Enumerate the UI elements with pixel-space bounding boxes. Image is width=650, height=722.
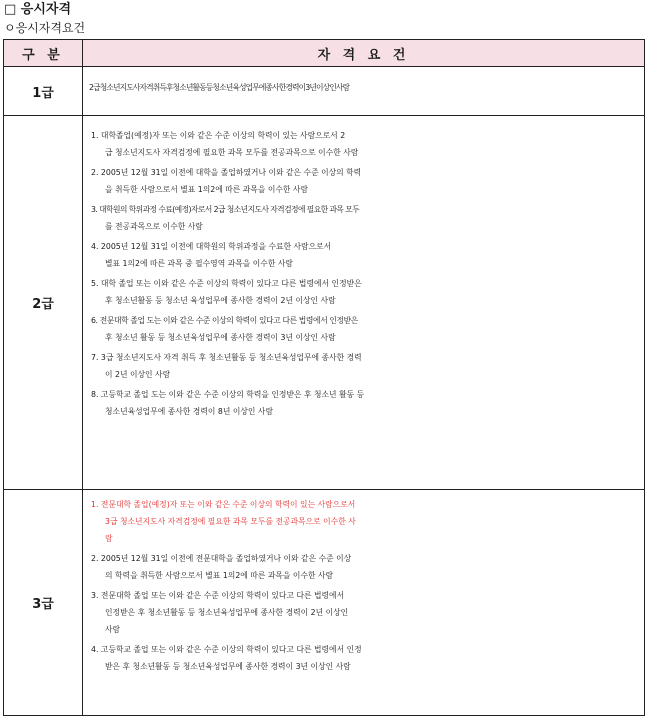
list-item-line: 급 청소년지도사 자격검정에 필요한 과목 모두를 전공과목으로 이수한 사람 [105, 148, 359, 157]
list-item-line: 6. 전문대학 졸업 도는 이와 같은 수준 이상의 학력이 있다고 다른 법령에서 인정받은 [91, 316, 358, 325]
section-heading: □ 응시자격 [4, 2, 72, 17]
list-item-line: 1. 대학졸업(예정)자 또는 이와 같은 수준 이상의 학력이 있는 사람으로서 2 [91, 131, 346, 140]
list-item [91, 238, 632, 272]
list-item-line: 1. 전문대학 졸업(예정)자 또는 이와 같은 수준 이상의 학력이 있는 사람으로서 [91, 500, 356, 509]
list-item [91, 587, 632, 638]
table-row-grade3 [4, 490, 645, 716]
list-item-line: 5. 대학 졸업 또는 이와 같은 수준 이상의 학력이 있다고 다른 법령에서 인정받은 [91, 279, 362, 288]
requirement-cell [83, 67, 645, 116]
list-item [91, 164, 632, 198]
list-item-line: 3급 청소년지도사 자격검정에 필요한 과목 모두를 전공과목으로 이수한 사 [105, 517, 356, 526]
list-item-line: 의 학력을 취득한 사람으로서 별표 1의2에 따른 과목을 이수한 사람 [105, 571, 334, 580]
list-item-line: 이 2년 이상인 사람 [105, 370, 171, 379]
list-item [91, 641, 632, 675]
list-item-line: 4. 고등학교 졸업 또는 이와 같은 수준 이상의 학력이 있다고 다른 법령에서 인정 [91, 645, 362, 654]
list-item-line: 를 전공과목으로 이수한 사람 [105, 222, 203, 231]
grade-label: 3급 [4, 490, 83, 716]
list-item-line: 8. 고등학교 졸업 도는 이와 같은 수준 이상의 학력을 인정받은 후 청소년 활동 등 [91, 390, 365, 399]
list-item-highlighted [91, 496, 632, 547]
header-category: 구 분 [4, 40, 83, 67]
header-requirements: 자 격 요 건 [83, 40, 645, 67]
list-item-line: 후 청소년활동 등 청소년 육성업무에 종사한 경력이 2년 이상인 사람 [105, 296, 336, 305]
grade1-requirement-text: 2급청소년지도사자격취득후청소년활동등청소년육성업무에종사한경력이3년이상인사람 [89, 83, 350, 92]
list-item [91, 349, 632, 383]
list-item-line: 후 청소년 활동 등 청소년육성업무에 종사한 경력이 3년 이상인 사람 [105, 333, 336, 342]
qualification-table [3, 39, 645, 716]
list-item [91, 127, 632, 161]
list-item-line: 7. 3급 청소년지도사 자격 취득 후 청소년활동 등 청소년육성업무에 종사한 경력 [91, 353, 362, 362]
list-item-line: 3. 전문대학 졸업 또는 이와 같은 수준 이상의 학력이 있다고 다른 법령에서 [91, 591, 345, 600]
list-item-line: 받은 후 청소년활동 등 청소년육성업무에 종사한 경력이 3년 이상인 사람 [105, 662, 351, 671]
requirement-cell [83, 490, 645, 716]
table-row-grade2 [4, 116, 645, 490]
list-item-line: 청소년육성업무에 종사한 경력이 8년 이상인 사람 [105, 407, 273, 416]
list-item-line: 인정받은 후 청소년활동 등 청소년육성업무에 종사한 경력이 2년 이상인 [105, 608, 349, 617]
grade-label: 2급 [4, 116, 83, 490]
list-item-line: 람 [105, 534, 113, 543]
section-subheading: ㅇ응시자격요건 [4, 21, 86, 35]
list-item [91, 275, 632, 309]
requirement-list [83, 116, 644, 429]
list-item-line: 2. 2005년 12월 31일 이전에 전문대학을 졸업하였거나 이와 같은 수준 이상 [91, 554, 352, 563]
requirement-cell [83, 116, 645, 490]
list-item-line: 4. 2005년 12월 31일 이전에 대학원의 학위과정을 수료한 사람으로서 [91, 242, 332, 251]
list-item [91, 386, 632, 420]
table-row-grade1 [4, 67, 645, 116]
grade-label: 1급 [4, 67, 83, 116]
list-item-line: 사람 [105, 625, 121, 634]
list-item [91, 550, 632, 584]
list-item-line: 2. 2005년 12월 31일 이전에 대학을 졸업하였거나 이와 같은 수준 이상의 학력 [91, 168, 362, 177]
list-item [91, 201, 632, 235]
list-item [91, 312, 632, 346]
requirement-list [83, 490, 644, 684]
table-header-row [4, 40, 645, 67]
list-item-line: 별표 1의2에 따른 과목 중 필수영역 과목을 이수한 사람 [105, 259, 293, 268]
list-item-line: 을 취득한 사람으로서 별표 1의2에 따른 과목을 이수한 사람 [105, 185, 308, 194]
list-item-line: 3. 대학원의 학위과정 수료(예정)자로서 2급 청소년지도사 자격검정에 필요한 과목 모두 [91, 205, 360, 214]
